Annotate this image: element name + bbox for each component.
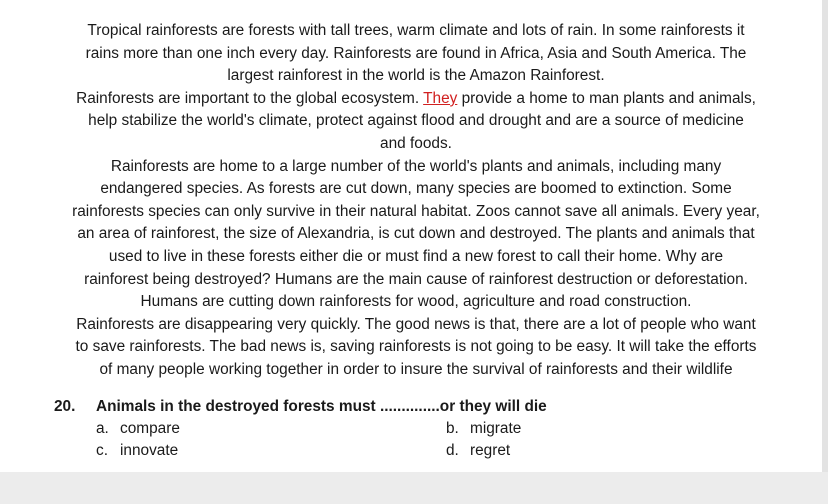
question-20 bbox=[54, 396, 774, 462]
passage-line: to save rainforests. The bad news is, saving rainforests is not going to be easy. It will take the efforts bbox=[75, 338, 757, 356]
option-letter: d. bbox=[446, 442, 459, 459]
option-letter: c. bbox=[96, 442, 108, 459]
option-text: innovate bbox=[120, 442, 179, 459]
option-letter: b. bbox=[446, 420, 459, 437]
passage-line: rainforests species can only survive in their natural habitat. Zoos cannot save all animals. Every year, bbox=[72, 202, 760, 220]
passage-line: largest rainforest in the world is the Amazon Rainforest. bbox=[227, 67, 605, 85]
option-b[interactable] bbox=[446, 418, 521, 440]
option-letter: a. bbox=[96, 420, 109, 437]
reading-passage bbox=[38, 20, 794, 382]
option-text: regret bbox=[470, 442, 511, 459]
passage-line: Tropical rainforests are forests with tall trees, warm climate and lots of rain. In some rainforests it bbox=[87, 22, 745, 39]
option-text: migrate bbox=[470, 420, 522, 437]
option-text: compare bbox=[120, 420, 180, 437]
passage-line-end: provide a home to man plants and animals, bbox=[457, 89, 756, 107]
passage-line: used to live in these forests either die or must find a new forest to call their home. Why are bbox=[108, 247, 724, 265]
question-stem bbox=[54, 396, 774, 418]
bottom-margin-band bbox=[0, 472, 828, 504]
question-text: Animals in the destroyed forests must ..............or they will die bbox=[96, 398, 547, 415]
passage-line: of many people working together in order to insure the survival of rainforests and their wildlife bbox=[99, 360, 733, 378]
passage-line: endangered species. As forests are cut down, many species are boomed to extinction. Some bbox=[100, 180, 732, 198]
passage-line: Rainforests are home to a large number of the world's plants and animals, including many bbox=[110, 157, 722, 175]
option-d[interactable] bbox=[446, 440, 510, 462]
passage-line: Rainforests are disappearing very quickly. The good news is that, there are a lot of people who want bbox=[76, 315, 756, 333]
page-edge-shadow bbox=[822, 0, 828, 504]
passage-line: Humans are cutting down rainforests for wood, agriculture and road construction. bbox=[140, 293, 692, 311]
answer-options bbox=[54, 418, 774, 462]
option-a[interactable] bbox=[96, 418, 180, 440]
highlighted-word: They bbox=[423, 89, 458, 107]
option-c[interactable] bbox=[96, 440, 178, 462]
passage-line: an area of rainforest, the size of Alexandria, is cut down and destroyed. The plants and animals that bbox=[77, 225, 755, 243]
passage-line: and foods. bbox=[380, 134, 452, 152]
passage-line-with-highlight bbox=[38, 88, 794, 111]
passage-line: help stabilize the world's climate, protect against flood and drought and are a source of medicine bbox=[88, 112, 744, 130]
passage-line-start: Rainforests are important to the global ecosystem. bbox=[76, 89, 424, 107]
question-number: 20. bbox=[54, 398, 76, 415]
passage-line: rains more than one inch every day. Rainforests are found in Africa, Asia and South America. The bbox=[85, 44, 747, 62]
passage-line: rainforest being destroyed? Humans are the main cause of rainforest destruction or deforestation. bbox=[84, 270, 748, 288]
